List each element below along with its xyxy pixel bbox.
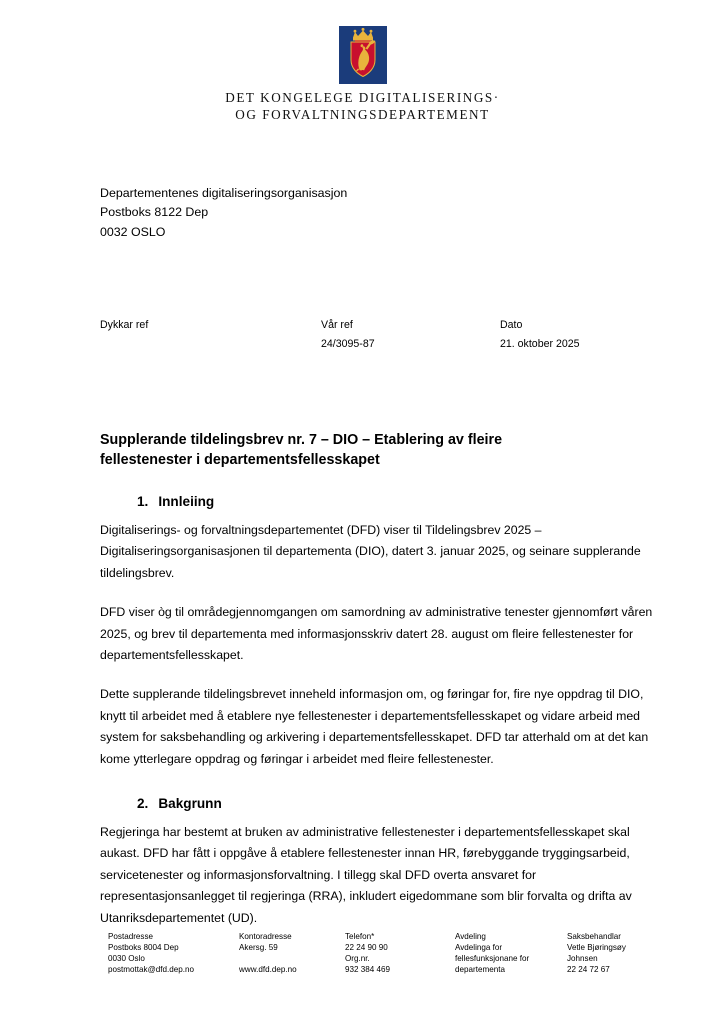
footer-telephone-number: 22 24 90 90 [345,943,388,953]
footer-department-line-1: Avdelinga for [455,943,503,953]
section-1-title: Innleiing [158,494,215,509]
section-innleiing [100,492,653,770]
recipient-address-block [100,184,347,242]
page-footer [108,931,648,975]
your-ref-label: Dykkar ref [100,319,149,331]
norwegian-coat-of-arms-icon [339,26,387,84]
section-1-paragraph-3: Dette supplerande tildelingsbrevet inneheld informasjon om, og føringar for, fire nye oppdrag til DIO, knytt til arbeidet med å etablere nye fellestenester i departementsfellesskapet og vidare arbeid med system for saksbehandling og arkivering i departementsfellesskapet. DFD tar atterhald om at det kan kome ytterlegare oppdrag og føringar i arbeidet med fleire fellestenester. [100,687,649,766]
date-value: 21. oktober 2025 [500,337,580,350]
letterhead [0,26,725,123]
footer-column-postal-address [108,931,239,975]
footer-column-telephone [345,931,455,975]
footer-postal-label: Postadresse [108,932,153,941]
footer-case-officer-phone: 22 24 72 67 [567,965,610,975]
footer-office-line-2 [239,953,345,964]
section-1-paragraph-1: Digitaliserings- og forvaltningsdepartementet (DFD) viser til Tildelingsbrev 2025 – Digitaliseringsorganisasjonen til departementa (DIO), datert 3. januar 2025, og seinare supplerande tildelingsbrev. [100,523,641,580]
footer-orgnr-value: 932 384 469 [345,965,391,975]
recipient-postbox: Postboks 8122 Dep [100,205,209,220]
footer-office-label: Kontoradresse [239,932,292,941]
footer-postal-line-1: Postboks 8004 Dep [108,943,179,953]
our-ref-value: 24/3095-87 [321,337,375,350]
section-2-paragraph-1: Regjeringa har bestemt at bruken av administrative fellestenester i departementsfellesskapet skal aukast. DFD har fått i oppgåve å etablere fellestenester innan HR, førebyggande tryggingsarbeid, servicetenester og informasjonsforvaltning. I tillegg skal DFD overta ansvaret for representasjonsanlegget til regjeringa (RRA), inkludert eigedommane som blir forvalta og drifta av Utanriksdepartementet (UD). [100,825,632,925]
letter-body [100,430,653,929]
footer-column-department [455,931,567,975]
footer-postal-email[interactable]: postmottak@dfd.dep.no [108,965,195,975]
footer-orgnr-label: Org.nr. [345,954,370,964]
section-spacer [100,770,653,794]
footer-department-line-3: departementa [455,965,505,975]
document-title: Supplerande tildelingsbrev nr. 7 – DIO – Etablering av fleire fellestenester i departementsfellesskapet [100,432,503,468]
section-1-paragraph-2: DFD viser òg til områdegjennomgangen om samordning av administrative tenester gjennomført våren 2025, og brev til departementa med informasjonsskriv datert 28. august om fleire fellestenester for departementsfellesskapet. [100,605,653,663]
footer-office-line-1: Akersg. 59 [239,943,278,953]
letterhead-line-2: OG FORVALTNINGSDEPARTEMENT [235,106,490,122]
section-2-title: Bakgrunn [158,796,222,812]
footer-telephone-label: Telefon* [345,932,375,941]
reference-row [100,316,640,353]
date-label: Dato [500,319,523,331]
our-ref-label: Vår ref [321,319,353,331]
footer-department-label: Avdeling [455,932,486,941]
section-2-heading [100,794,653,813]
footer-postal-line-2: 0030 Oslo [108,954,145,964]
section-1-number: 1. [137,494,149,509]
footer-case-officer-name-1: Vetle Bjøringsøy [567,943,626,953]
section-bakgrunn [100,794,653,929]
section-2-number: 2. [137,796,149,812]
reference-labels [100,316,640,335]
section-1-heading [100,492,653,511]
letterhead-line-1: DET KONGELEGE DIGITALISERINGS· [225,90,500,105]
reference-values [100,335,640,354]
footer-case-officer-label: Saksbehandlar [567,932,621,941]
footer-department-line-2: fellesfunksjonane for [455,954,530,964]
footer-case-officer-name-2: Johnsen [567,954,598,964]
recipient-organisation: Departementenes digitaliseringsorganisasjon [100,186,348,200]
footer-column-case-officer [567,931,677,975]
footer-office-website[interactable]: www.dfd.dep.no [239,965,297,975]
footer-column-office-address [239,931,345,975]
recipient-city: 0032 OSLO [100,224,166,239]
